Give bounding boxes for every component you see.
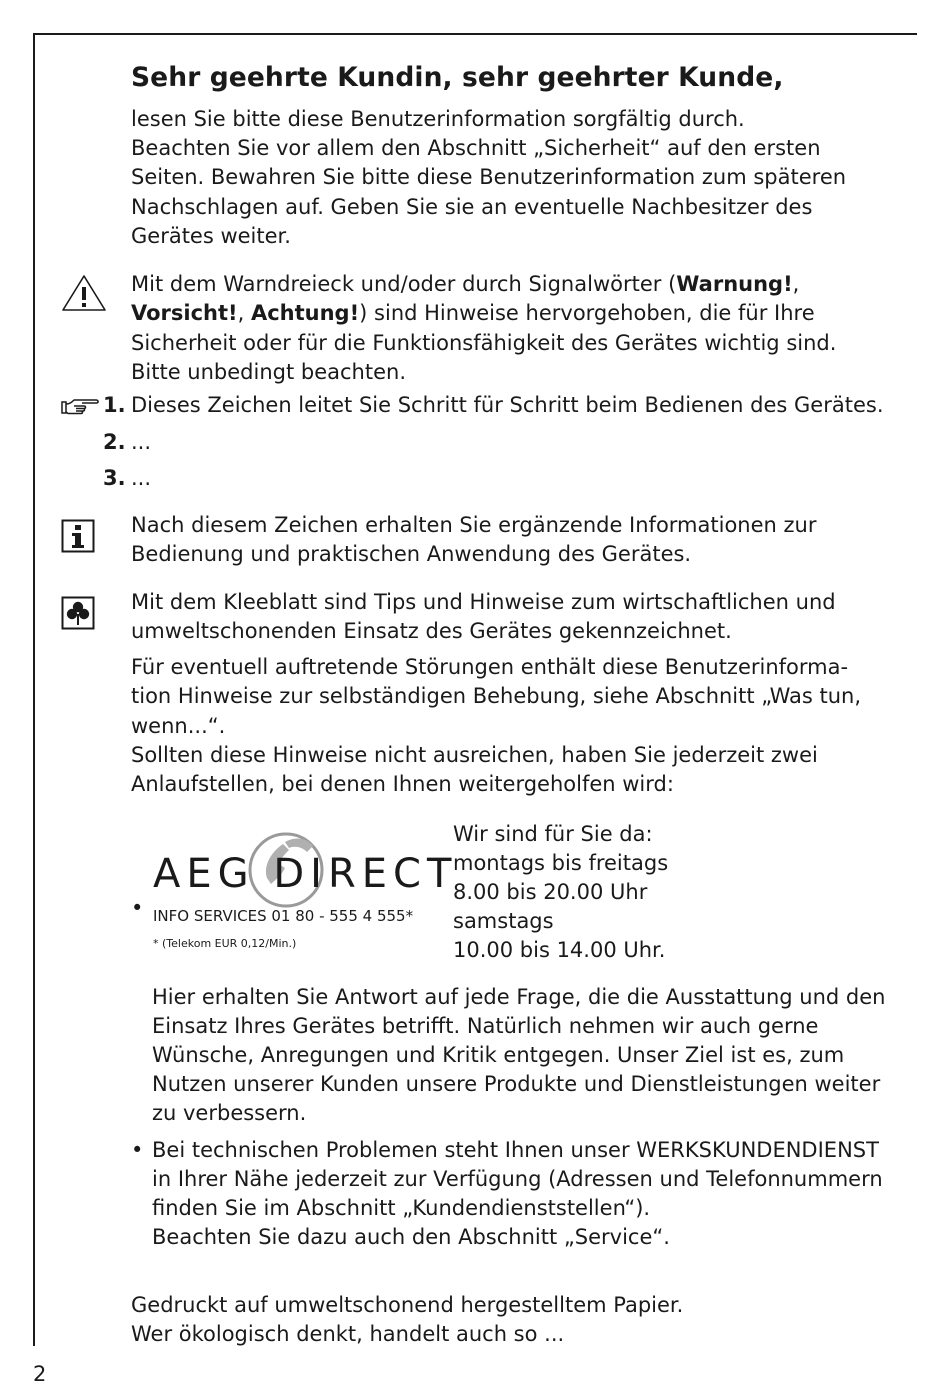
warning-triangle-icon bbox=[60, 273, 108, 313]
step-number: 1. bbox=[103, 393, 126, 417]
service-line: Beachten Sie dazu auch den Abschnitt „Service“. bbox=[152, 1225, 670, 1249]
eco-line: Mit dem Kleeblatt sind Tips und Hinweise zum wirtschaftlichen und bbox=[131, 590, 836, 614]
step-text: ... bbox=[131, 466, 152, 490]
intro-line: Gerätes weiter. bbox=[131, 224, 291, 248]
intro-line: Seiten. Bewahren Sie bitte diese Benutzerinformation zum späteren bbox=[131, 165, 847, 189]
aeg-footnote: * (Telekom EUR 0,12/Min.) bbox=[153, 937, 297, 950]
intro-line: lesen Sie bitte diese Benutzerinformation sorgfältig durch. bbox=[131, 107, 745, 131]
warning-line: Vorsicht!, Achtung!) sind Hinweise hervorgehoben, die für Ihre bbox=[131, 301, 815, 325]
troubleshoot-line: tion Hinweise zur selbständigen Behebung, siehe Abschnitt „Was tun, bbox=[131, 684, 862, 708]
warning-line: Bitte unbedingt beachten. bbox=[131, 360, 406, 384]
step-number: 2. bbox=[103, 430, 126, 454]
warning-line: Sicherheit oder für die Funktionsfähigkeit des Gerätes wichtig sind. bbox=[131, 331, 837, 355]
page-number: 2 bbox=[33, 1362, 47, 1386]
aeg-logo-text: AEG DIRECT bbox=[153, 851, 458, 897]
step-text: ... bbox=[131, 430, 152, 454]
info-line: Nach diesem Zeichen erhalten Sie ergänzende Informationen zur bbox=[131, 513, 817, 537]
hours-line: montags bis freitags bbox=[453, 851, 669, 875]
opening-hours bbox=[453, 820, 668, 965]
intro-line: Nachschlagen auf. Geben Sie sie an eventuelle Nachbesitzer des bbox=[131, 195, 813, 219]
aeg-desc-line: Hier erhalten Sie Antwort auf jede Frage, die die Ausstattung und den bbox=[152, 985, 886, 1009]
aeg-desc-line: Einsatz Ihres Gerätes betrifft. Natürlich nehmen wir auch gerne bbox=[152, 1014, 819, 1038]
service-line: finden Sie im Abschnitt „Kundendienststellen“). bbox=[152, 1196, 651, 1220]
warning-line: Mit dem Warndreieck und/oder durch Signalwörter (Warnung!, bbox=[131, 272, 800, 296]
aeg-desc-line: Nutzen unserer Kunden unsere Produkte und Dienstleistungen weiter bbox=[152, 1072, 881, 1096]
hours-line: 10.00 bis 14.00 Uhr. bbox=[453, 938, 666, 962]
info-icon bbox=[61, 519, 95, 553]
troubleshoot-line: Anlaufstellen, bei denen Ihnen weitergeholfen wird: bbox=[131, 772, 674, 796]
troubleshoot-line: Sollten diese Hinweise nicht ausreichen, haben Sie jederzeit zwei bbox=[131, 743, 818, 767]
service-line: Bei technischen Problemen steht Ihnen unser WERKSKUNDENDIENST bbox=[152, 1138, 879, 1162]
info-line: Bedienung und praktischen Anwendung des Gerätes. bbox=[131, 542, 692, 566]
pointing-hand-icon bbox=[60, 397, 102, 417]
service-line: in Ihrer Nähe jederzeit zur Verfügung (Adressen und Telefonnummern bbox=[152, 1167, 883, 1191]
aeg-direct-logo bbox=[153, 828, 458, 958]
left-rule bbox=[33, 33, 35, 1346]
aeg-desc-line: zu verbessern. bbox=[152, 1101, 307, 1125]
top-rule bbox=[33, 33, 917, 35]
clover-icon bbox=[61, 596, 95, 630]
hours-line: 8.00 bis 20.00 Uhr bbox=[453, 880, 648, 904]
step-text: Dieses Zeichen leitet Sie Schritt für Schritt beim Bedienen des Gerätes. bbox=[131, 393, 884, 417]
step-number: 3. bbox=[103, 466, 126, 490]
printed-line: Wer ökologisch denkt, handelt auch so ... bbox=[131, 1322, 565, 1346]
printed-line: Gedruckt auf umweltschonend hergestelltem Papier. bbox=[131, 1293, 684, 1317]
aeg-info-services: INFO SERVICES 01 80 - 555 4 555* bbox=[153, 907, 414, 925]
hours-line: samstags bbox=[453, 909, 554, 933]
troubleshoot-line: Für eventuell auftretende Störungen enthält diese Benutzerinforma- bbox=[131, 655, 849, 679]
bullet: • bbox=[131, 1138, 144, 1162]
aeg-desc-line: Wünsche, Anregungen und Kritik entgegen. Unser Ziel ist es, zum bbox=[152, 1043, 845, 1067]
intro-line: Beachten Sie vor allem den Abschnitt „Sicherheit“ auf den ersten bbox=[131, 136, 821, 160]
hours-line: Wir sind für Sie da: bbox=[453, 822, 653, 846]
page-title: Sehr geehrte Kundin, sehr geehrter Kunde, bbox=[131, 62, 784, 93]
troubleshoot-line: wenn...“. bbox=[131, 714, 226, 738]
bullet: • bbox=[131, 896, 144, 920]
eco-line: umweltschonenden Einsatz des Gerätes gekennzeichnet. bbox=[131, 619, 732, 643]
